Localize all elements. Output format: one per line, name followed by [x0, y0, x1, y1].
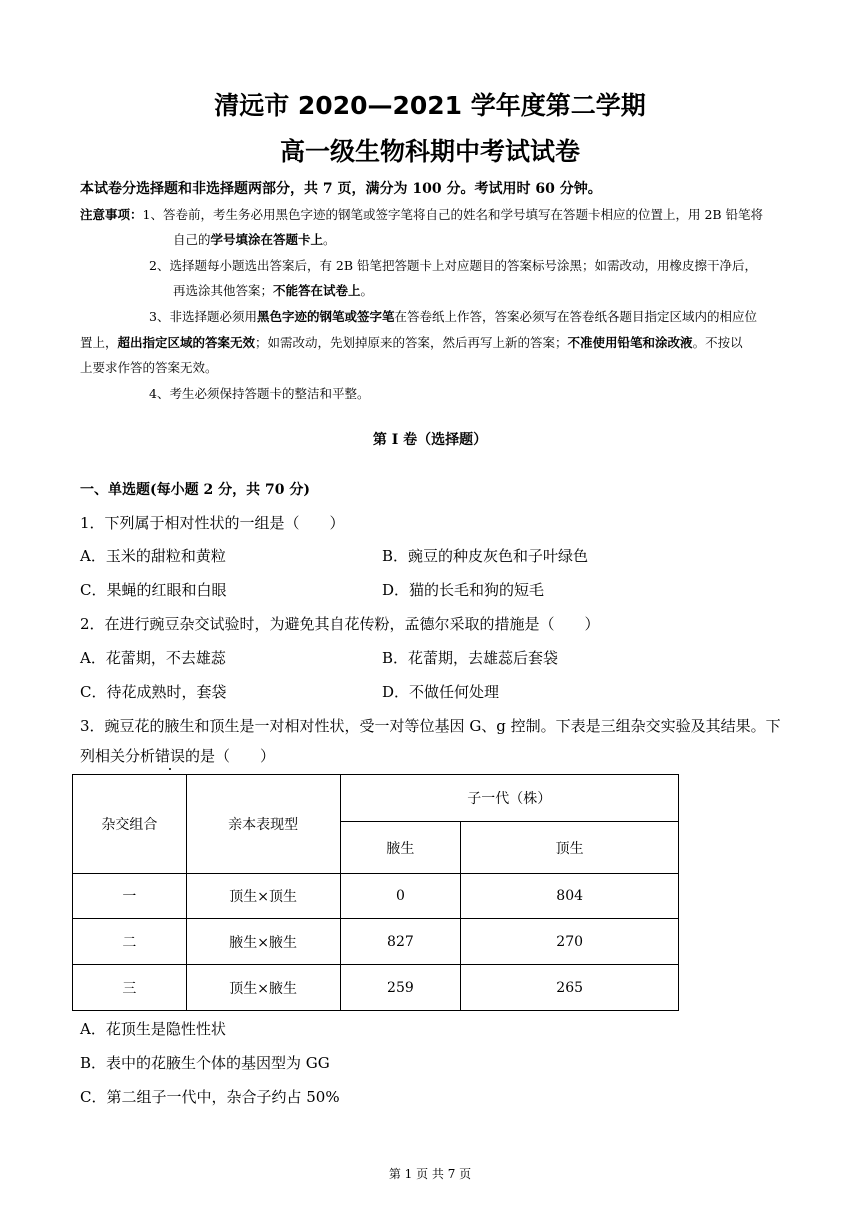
- q3-stem-line2: [80, 745, 275, 766]
- q3-option-b: B．表中的花腋生个体的基因型为 GG: [80, 1054, 330, 1072]
- section-title: 第 I 卷（选择题）: [372, 432, 488, 448]
- note-1-cont-a: 自己的: [173, 232, 211, 247]
- q1-option-c: C．果蝇的红眼和白眼: [80, 581, 227, 599]
- q3-option-c: C．第二组子一代中，杂合子约占 50%: [80, 1088, 340, 1106]
- cell-terminal: 270: [461, 919, 679, 965]
- notes-heading: 注意事项：: [80, 207, 143, 222]
- cell-parent: 顶生×顶生: [186, 874, 340, 919]
- q2-option-a: A．花蕾期，不去雄蕊: [80, 649, 226, 667]
- q3-emphasis-word: 错误: [155, 747, 186, 765]
- cell-axillary: 0: [340, 874, 461, 919]
- note-2-line1: 2、选择题每小题选出答案后，有 2B 铅笔把答题卡上对应题目的答案标号涂黑；如需改动，用橡皮擦干净后，: [149, 258, 758, 273]
- exam-title-line2: 高一级生物科期中考试试卷: [279, 137, 580, 166]
- page-footer: 第 1 页 共 7 页: [388, 1167, 472, 1181]
- note-3-line2-c: ；如需改动，先划掉原来的答案，然后再写上新的答案；: [255, 335, 568, 350]
- header-axillary: 腋生: [340, 822, 461, 874]
- q1-option-d: D．猫的长毛和狗的短毛: [382, 581, 545, 599]
- exam-summary: 本试卷分选择题和非选择题两部分，共 7 页，满分为 100 分。考试用时 60 分钟。: [80, 181, 602, 197]
- note-3-line1-bold: 黑色字迹的钢笔或签字笔: [256, 309, 395, 324]
- table-row: [73, 874, 679, 919]
- q3-option-a: A．花顶生是隐性性状: [80, 1020, 226, 1038]
- note-3-line3: 上要求作答的答案无效。: [80, 360, 218, 375]
- note-1-continued: [173, 230, 336, 248]
- cell-terminal: 804: [461, 874, 679, 919]
- q2-option-b: B．花蕾期，去雄蕊后套袋: [382, 649, 559, 667]
- note-3-line2-a: 置上，: [80, 335, 118, 350]
- cell-parent: 腋生×腋生: [186, 919, 340, 965]
- note-3-line2-bold1: 超出指定区域的答案无效: [117, 335, 256, 350]
- exam-title-line1: 清远市 2020—2021 学年度第二学期: [214, 91, 646, 120]
- header-cross-group: 杂交组合: [73, 775, 187, 874]
- q1-option-b: B．豌豆的种皮灰色和子叶绿色: [382, 547, 589, 565]
- note-1-text: 1、答卷前，考生务必用黑色字迹的钢笔或签字笔将自己的姓名和学号填写在答题卡相应的位置上，用 2B 铅笔将: [142, 207, 764, 222]
- q2-option-c: C．待花成熟时，套袋: [80, 683, 227, 701]
- header-offspring: 子一代（株）: [340, 775, 678, 822]
- note-2-line2-c: 。: [360, 283, 374, 298]
- note-3-line2: [80, 333, 743, 351]
- note-2-line2-a: 再选涂其他答案；: [173, 283, 274, 298]
- cell-group: 三: [73, 965, 187, 1011]
- cell-axillary: 259: [340, 965, 461, 1011]
- note-3-line1: [149, 307, 757, 325]
- part-title: 一、单选题(每小题 2 分，共 70 分): [80, 482, 310, 498]
- q3-stem-line2-c: 的是（ ）: [185, 747, 276, 765]
- note-1-cont-c: 。: [323, 232, 336, 247]
- q2-stem: 2．在进行豌豆杂交试验时，为避免其自花传粉，孟德尔采取的措施是（ ）: [80, 615, 600, 633]
- note-1: [80, 205, 763, 223]
- note-2-line2: [173, 281, 373, 299]
- cell-terminal: 265: [461, 965, 679, 1011]
- header-parent-phenotype: 亲本表现型: [186, 775, 340, 874]
- q2-option-d: D．不做任何处理: [382, 683, 500, 701]
- note-3-line2-e: 。不按以: [692, 335, 743, 350]
- q3-stem-line2-a: 列相关分析: [80, 747, 156, 765]
- note-3-line2-bold2: 不准使用铅笔和涂改液: [567, 335, 693, 350]
- q1-stem: 1．下列属于相对性状的一组是（ ）: [80, 514, 345, 532]
- note-4: 4、考生必须保持答题卡的整洁和平整。: [149, 386, 370, 401]
- note-1-cont-bold: 学号填涂在答题卡上: [210, 232, 324, 247]
- q1-option-a: A．玉米的甜粒和黄粒: [80, 547, 226, 565]
- note-3-line1-a: 3、非选择题必须用: [149, 309, 257, 324]
- cell-group: 一: [73, 874, 187, 919]
- cell-axillary: 827: [340, 919, 461, 965]
- note-3-line1-c: 在答卷纸上作答，答案必须写在答卷纸各题目指定区域内的相应位: [394, 309, 757, 324]
- header-terminal: 顶生: [461, 822, 679, 874]
- note-2-line2-bold: 不能答在试卷上: [273, 283, 361, 298]
- cell-group: 二: [73, 919, 187, 965]
- cell-parent: 顶生×腋生: [186, 965, 340, 1011]
- table-row: [73, 919, 679, 965]
- cross-results-table: [72, 774, 679, 1011]
- table-row: [73, 965, 679, 1011]
- q3-stem-line1: 3．豌豆花的腋生和顶生是一对相对性状，受一对等位基因 G、g 控制。下表是三组杂交实验及其结果。下: [80, 717, 781, 735]
